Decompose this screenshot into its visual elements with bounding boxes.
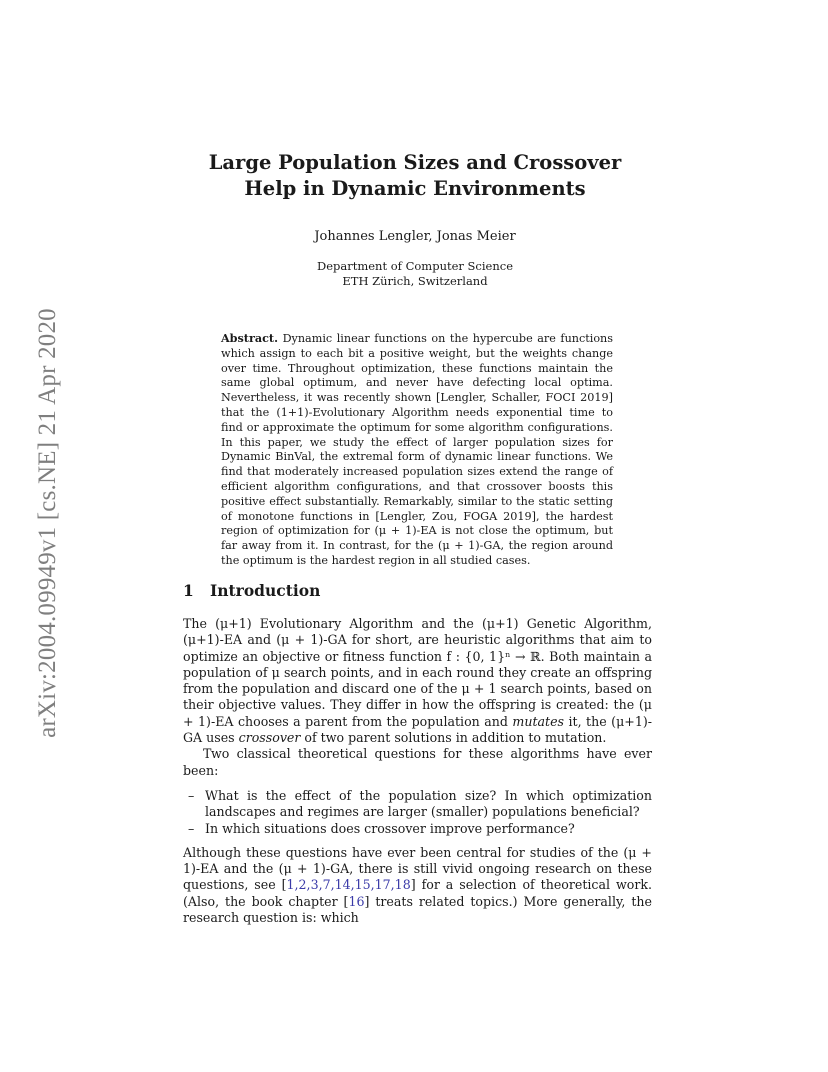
arxiv-identifier-text: arXiv:2004.09949v1 [cs.NE] 21 Apr 2020 — [34, 307, 61, 738]
questions-list — [183, 788, 652, 837]
affiliation-institution: ETH Zürich, Switzerland — [342, 274, 488, 288]
arxiv-identifier-stamp — [36, 285, 60, 760]
list-item: – What is the effect of the population size? In which optimization landscapes and regimes are larger (smaller) populations beneficial? — [205, 788, 652, 821]
paragraph-text: The (μ+1) Evolutionary Algorithm and the (μ+1) Genetic Algorithm, (μ+1)-EA and (μ + 1)-GA for short, are heuristic algorithms that aim to optimize an objective or fitness function f : {0, 1}ⁿ → ℝ. Both maintain a population of μ search points, and in each round they create an offspring from the population and discard one of the μ + 1 search points, based on their objective values. They differ in how the offspring is created: the (μ + 1)-EA chooses a parent from the population and — [183, 616, 652, 729]
paragraph-text: it, the (μ+1)-GA uses — [183, 713, 652, 746]
abstract-text: Dynamic linear functions on the hypercube are functions which assign to each bit a positive weight, but the weights change over time. Throughout optimization, these functions maintain the same global optimum, and never have defecting local optima. Nevertheless, it was recently shown [Lengler, Schaller, FOCI 2019] that the (1+1)-Evolutionary Algorithm needs exponential time to find or approximate the optimum for some algorithm configurations. In this paper, we study the effect of larger population sizes for Dynamic BinVal, the extremal form of dynamic linear functions. We find that moderately increased population sizes extend the range of efficient algorithm configurations, and that crossover boosts this positive effect substantially. Remarkably, similar to the static setting of monotone functions in [Lengler, Zou, FOGA 2019], the hardest region of optimization for (μ + 1)-EA is not close the optimum, but far away from it. In contrast, for the (μ + 1)-GA, the region around the optimum is the hardest region in all studied cases. — [221, 332, 614, 567]
emphasis-crossover: crossover — [238, 730, 301, 746]
paper-authors: Johannes Lengler, Jonas Meier — [314, 229, 516, 244]
abstract-label: Abstract. — [221, 331, 278, 345]
paragraph-text: of two parent solutions in addition to mutation. — [300, 730, 607, 746]
citation-link[interactable]: 16 — [348, 893, 365, 909]
affiliation-department: Department of Computer Science — [316, 259, 514, 273]
intro-paragraph-2: Two classical theoretical questions for these algorithms have ever been: — [183, 746, 652, 778]
intro-paragraph-1 — [183, 616, 652, 746]
section-heading-introduction — [183, 581, 320, 600]
author-affiliation — [180, 259, 650, 289]
intro-paragraph-3 — [183, 845, 652, 926]
section-number: 1 — [183, 581, 194, 600]
paragraph-text: ] treats related topics.) More generally, the research question is: which — [183, 893, 652, 926]
paper-title: Large Population Sizes and Crossover Help in Dynamic Environments — [208, 151, 622, 200]
emphasis-mutates: mutates — [512, 713, 565, 729]
introduction-body — [183, 616, 652, 926]
paragraph-text: Although these questions have ever been central for studies of the (μ + 1)-EA and the (μ + 1)-GA, there is still vivid ongoing research on these questions, see [ — [183, 844, 652, 893]
paragraph-text: ] for a selection of theoretical work. (Also, the book chapter [ — [183, 877, 652, 909]
list-item: – In which situations does crossover improve performance? — [205, 821, 652, 837]
section-title: Introduction — [210, 581, 321, 600]
citation-link[interactable]: 1,2,3,7,14,15,17,18 — [286, 877, 411, 893]
abstract — [221, 331, 613, 569]
